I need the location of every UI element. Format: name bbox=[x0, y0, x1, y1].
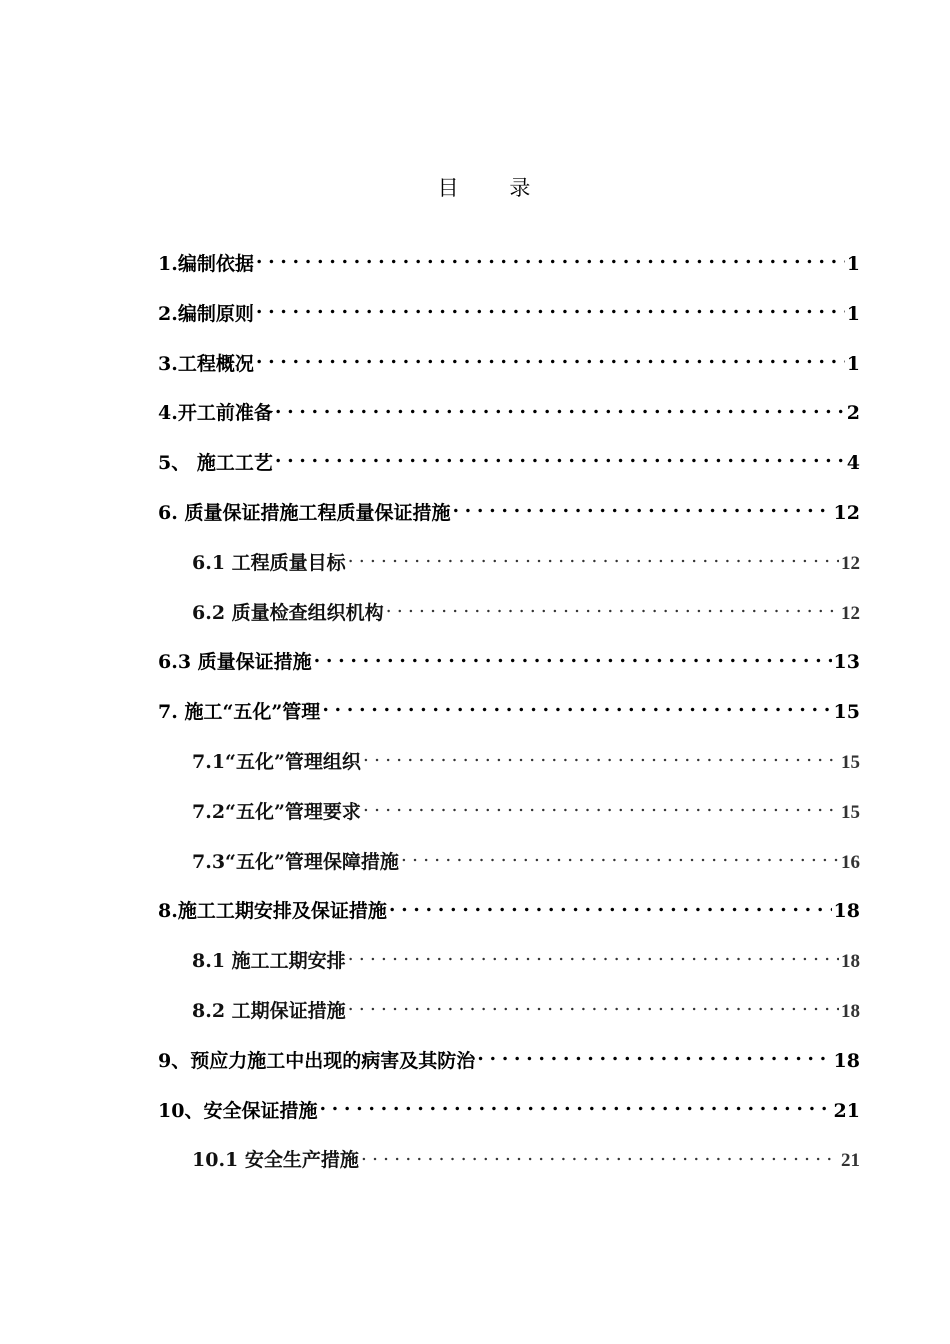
toc-subentry[interactable] bbox=[158, 788, 860, 838]
toc-entry-text: 6.2 质量检查组织机构 bbox=[192, 601, 384, 624]
toc-leader-dots bbox=[477, 1048, 831, 1067]
toc-page-number: 18 bbox=[833, 900, 860, 923]
toc-entry[interactable] bbox=[158, 1087, 860, 1137]
toc-leader-dots bbox=[275, 400, 845, 419]
toc-leader-dots bbox=[386, 600, 839, 619]
toc-entry[interactable] bbox=[158, 887, 860, 937]
toc-leader-dots bbox=[363, 749, 839, 768]
toc-entry-text: 8.1 施工工期安排 bbox=[192, 950, 346, 973]
toc-page-number: 13 bbox=[833, 651, 860, 674]
toc-leader-dots bbox=[401, 849, 839, 868]
toc-entry[interactable] bbox=[158, 1037, 860, 1087]
toc-entry[interactable] bbox=[158, 340, 860, 390]
toc-entry[interactable] bbox=[158, 290, 860, 340]
toc-subentry[interactable] bbox=[158, 937, 860, 987]
toc-subentry[interactable] bbox=[158, 987, 860, 1037]
toc-subentry[interactable] bbox=[158, 738, 860, 788]
toc-entry-text: 6.3 质量保证措施 bbox=[158, 651, 312, 674]
toc-leader-dots bbox=[319, 1098, 831, 1117]
toc-entry-text: 4.开工前准备 bbox=[158, 402, 273, 425]
toc-leader-dots bbox=[275, 450, 845, 469]
toc-leader-dots bbox=[256, 301, 845, 320]
toc-entry-text: 7.3“五化”管理保障措施 bbox=[192, 850, 399, 873]
toc-page-number: 21 bbox=[833, 1099, 860, 1122]
toc-entry-text: 9、预应力施工中出现的病害及其防治 bbox=[158, 1049, 476, 1072]
toc-page-number: 1 bbox=[846, 253, 860, 275]
toc-subentry[interactable] bbox=[158, 589, 860, 639]
toc-leader-dots bbox=[314, 649, 832, 668]
toc-entry[interactable] bbox=[158, 489, 860, 539]
toc-entry-text: 3.工程概况 bbox=[158, 352, 254, 375]
toc-entry[interactable] bbox=[158, 439, 860, 489]
toc-page-number: 12 bbox=[841, 552, 860, 574]
toc-leader-dots bbox=[361, 1147, 839, 1166]
toc-entry-text: 1.编制依据 bbox=[158, 253, 254, 275]
toc-page-number: 2 bbox=[846, 402, 860, 425]
toc-leader-dots bbox=[256, 251, 845, 270]
toc-entry-text: 10、安全保证措施 bbox=[158, 1099, 318, 1122]
toc-entry-text: 5、 施工工艺 bbox=[158, 452, 273, 475]
toc-page-number: 16 bbox=[841, 851, 860, 873]
toc-leader-dots bbox=[452, 500, 831, 519]
toc-entry[interactable] bbox=[158, 240, 860, 290]
toc-leader-dots bbox=[389, 898, 832, 917]
toc-page-number: 21 bbox=[841, 1150, 860, 1172]
toc-entry[interactable] bbox=[158, 638, 860, 688]
toc-page-number: 15 bbox=[833, 701, 860, 724]
toc-page-number: 4 bbox=[846, 452, 860, 475]
toc-entry[interactable] bbox=[158, 688, 860, 738]
toc-subentry[interactable] bbox=[158, 1136, 860, 1186]
toc-entry[interactable] bbox=[158, 389, 860, 439]
table-of-contents bbox=[158, 240, 860, 1186]
toc-page-number: 12 bbox=[833, 501, 860, 524]
toc-subentry[interactable] bbox=[158, 838, 860, 888]
toc-entry-text: 6. 质量保证措施工程质量保证措施 bbox=[158, 501, 451, 524]
toc-page-number: 18 bbox=[833, 1049, 860, 1072]
toc-leader-dots bbox=[363, 799, 839, 818]
toc-entry-text: 7. 施工“五化”管理 bbox=[158, 701, 321, 724]
page-title: 目 录 bbox=[437, 176, 553, 200]
toc-entry-text: 10.1 安全生产措施 bbox=[192, 1149, 359, 1172]
toc-leader-dots bbox=[322, 699, 831, 718]
toc-page-number: 18 bbox=[841, 1000, 860, 1022]
toc-entry-text: 8.2 工期保证措施 bbox=[192, 999, 346, 1022]
toc-page-number: 1 bbox=[846, 302, 860, 325]
toc-leader-dots bbox=[256, 351, 845, 370]
toc-page-number: 18 bbox=[841, 951, 860, 973]
toc-page-number: 15 bbox=[841, 751, 860, 773]
toc-leader-dots bbox=[348, 550, 839, 569]
toc-leader-dots bbox=[348, 948, 839, 967]
toc-page-number: 15 bbox=[841, 801, 860, 823]
toc-entry-text: 8.施工工期安排及保证措施 bbox=[158, 900, 387, 923]
toc-page-number: 12 bbox=[841, 602, 860, 624]
toc-entry-text: 6.1 工程质量目标 bbox=[192, 551, 346, 574]
toc-leader-dots bbox=[348, 998, 839, 1017]
toc-subentry[interactable] bbox=[158, 539, 860, 589]
toc-page-number: 1 bbox=[846, 352, 860, 375]
toc-entry-text: 7.2“五化”管理要求 bbox=[192, 800, 361, 823]
toc-entry-text: 2.编制原则 bbox=[158, 302, 254, 325]
toc-entry-text: 7.1“五化”管理组织 bbox=[192, 750, 361, 773]
